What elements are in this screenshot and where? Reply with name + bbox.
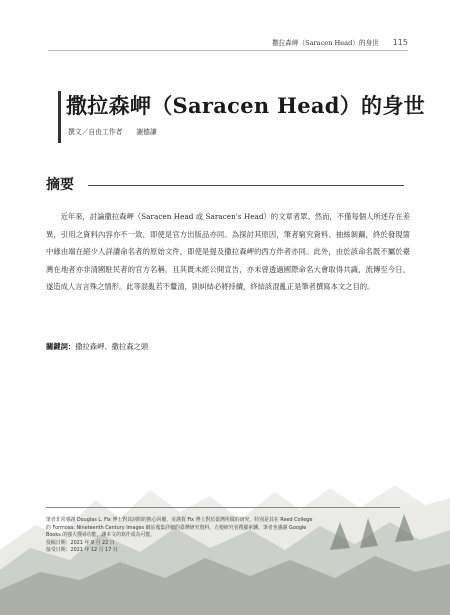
footnote-line: 筆者非常感謝 Douglas L. Fix 博士對其詞問的熱心回覆，並謹賀 Fix 博士對於臺灣所做的研究，特別是其在 Reed College bbox=[46, 517, 313, 523]
page-number: 115 bbox=[392, 38, 408, 47]
keywords-label: 關鍵詞： bbox=[46, 342, 76, 351]
title-accent-bar bbox=[58, 91, 61, 143]
running-header bbox=[272, 37, 408, 47]
article-title: 撒拉森岬（Saracen Head）的身世 bbox=[66, 93, 425, 118]
footnote bbox=[46, 517, 406, 555]
footnote-line: 的 Formosa: Nineteenth Century Images 網站蒐集詳細的臺灣研究資料，方便研究者搜羅索驥。筆者也感謝 Google bbox=[46, 524, 307, 531]
submission-date: 投稿日期：2021 年 9 月 22 日 bbox=[46, 539, 115, 546]
footnote-divider bbox=[46, 507, 400, 508]
author-name: 謝德謙 bbox=[136, 128, 157, 136]
running-title: 撒拉森岬（Saracen Head）的身世 bbox=[272, 39, 379, 47]
header-divider bbox=[48, 50, 408, 51]
author-role: 撰文／自由工作者 bbox=[68, 128, 123, 136]
acceptance-date: 接受日期：2021 年 12 月 17 日 bbox=[46, 547, 118, 554]
abstract-heading: 摘要 bbox=[46, 177, 74, 193]
keywords-value: 撒拉森岬、撒拉森之頭 bbox=[75, 342, 149, 351]
author-line bbox=[68, 126, 157, 136]
keywords-line bbox=[46, 342, 148, 352]
footnote-line: Books 的強大搜尋功能，讓本文的寫作成為可能。 bbox=[46, 532, 156, 539]
abstract-body: 近年來，討論撒拉森岬（Saracen Head 或 Saracen's Head）的文章者眾。然而，不僅每個人所述存在差異，引用之資料內容亦不一致，即使是官方出版品亦同。為探討其原因，筆者窮究資料、抽絲剝繭，終於發現箇中緣由端在絕少人詳讀命名者的原始文件，即使是提及撒拉森岬的西方作者亦同。此外，由於該命名既不屬於臺灣在地者亦非清國駐民者的官方名稱，且其既未經公開宣告，亦未曾透過國際命名大會取得共識，流傳至今日，遂造成人言言殊之情形。此等混亂若不釐清，則糾結必將持續，終結該混亂正是筆者撰寫本文之目的。 bbox=[46, 212, 410, 292]
abstract-divider bbox=[88, 185, 404, 186]
